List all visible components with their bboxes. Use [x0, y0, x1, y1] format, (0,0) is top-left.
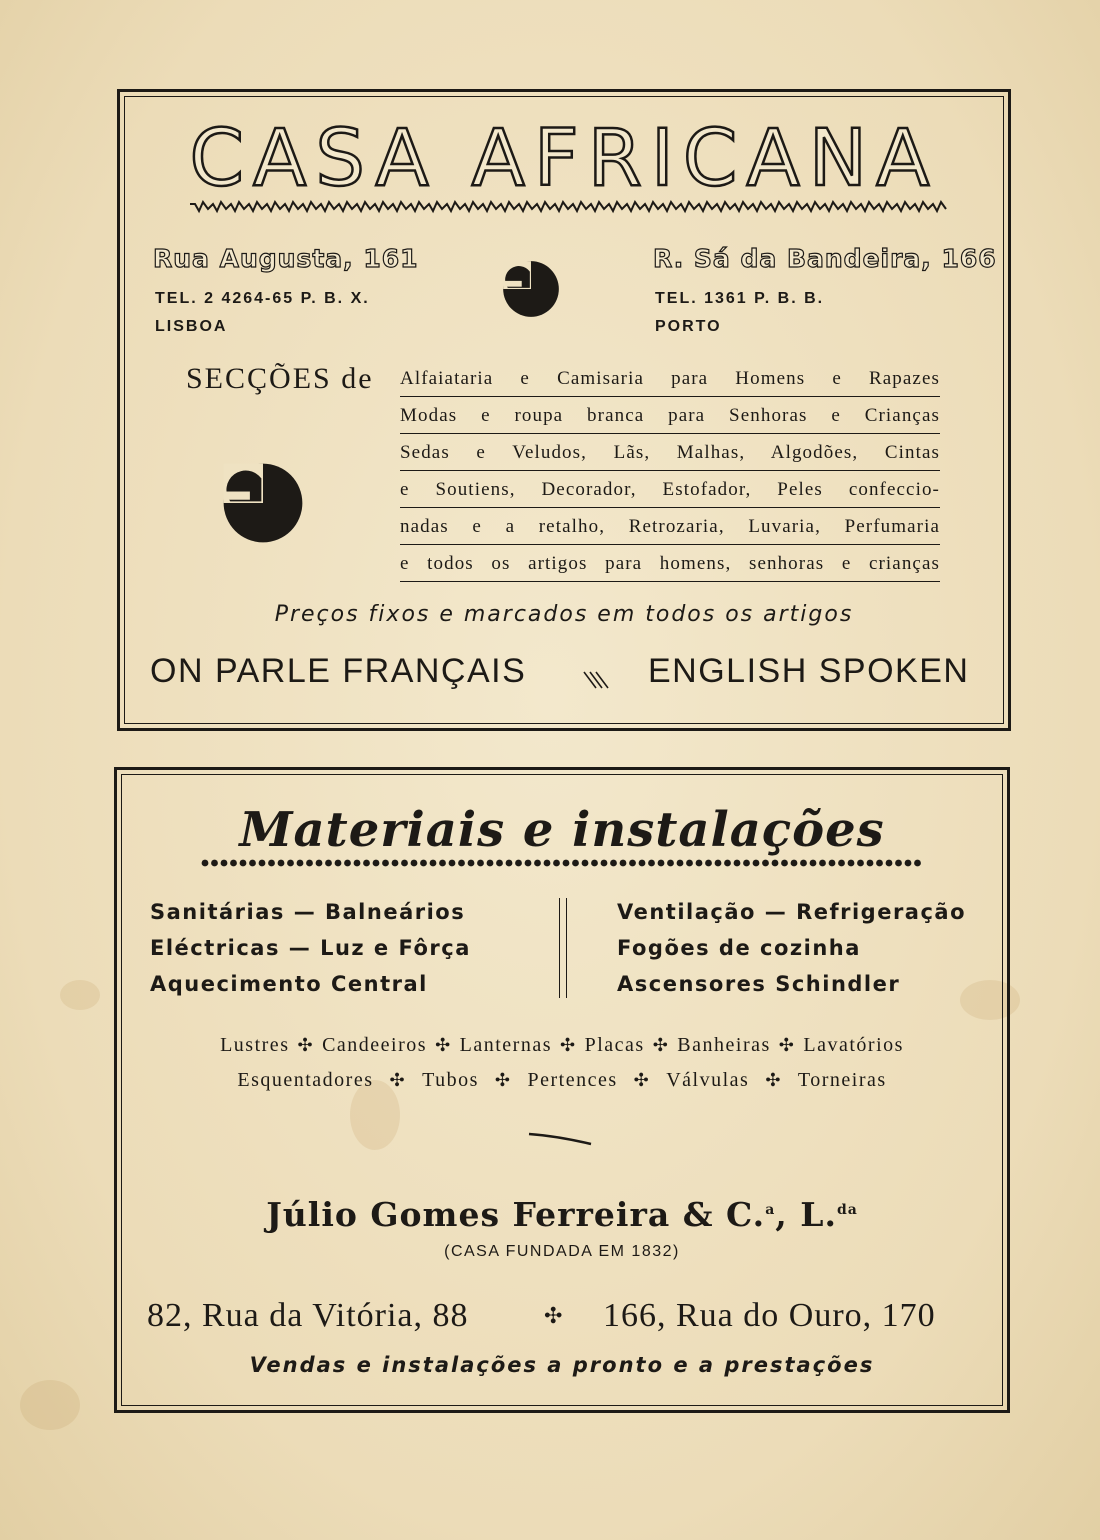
section-line: Modas e roupa branca para Senhoras e Crianças: [400, 399, 940, 434]
divider-dot: [297, 860, 304, 867]
service-item: Eléctricas — Luz e Fôrça: [150, 936, 471, 960]
divider-dot: [458, 860, 465, 867]
divider-dot: [886, 860, 893, 867]
section-line: Sedas e Veludos, Lãs, Malhas, Algodões, Cintas: [400, 436, 940, 471]
ornament-icon: ✣: [765, 1070, 782, 1090]
product-item: Válvulas: [666, 1069, 750, 1091]
product-item: Lustres: [220, 1034, 290, 1056]
divider-dot: [876, 860, 883, 867]
divider-dot: [316, 860, 323, 867]
address-ouro: 166, Rua do Ouro, 170: [603, 1297, 936, 1334]
divider-dot: [496, 860, 503, 867]
divider-dot: [848, 860, 855, 867]
zigzag-divider: [190, 200, 950, 214]
paper-stain: [60, 980, 100, 1010]
divider-dot: [240, 860, 247, 867]
divider-dot: [306, 860, 313, 867]
flourish-divider: [527, 1130, 597, 1150]
product-item: Pertences: [527, 1069, 618, 1091]
divider-dot: [534, 860, 541, 867]
column-divider: [559, 898, 567, 998]
section-line: Alfaiataria e Camisaria para Homens e Rapazes: [400, 362, 940, 397]
divider-dot: [639, 860, 646, 867]
divider-dot: [249, 860, 256, 867]
divider-dot: [696, 860, 703, 867]
divider-dot: [743, 860, 750, 867]
product-item: Banheiras: [677, 1034, 771, 1056]
divider-dot: [553, 860, 560, 867]
divider-dot: [278, 860, 285, 867]
divider-dot: [468, 860, 475, 867]
divider-dot: [287, 860, 294, 867]
divider-dot: [411, 860, 418, 867]
divider-dot: [715, 860, 722, 867]
ornament-icon: ✣: [435, 1035, 452, 1055]
french-spoken: ON PARLE FRANÇAIS: [150, 652, 527, 690]
product-item: Candeeiros: [322, 1034, 428, 1056]
divider-dot: [344, 860, 351, 867]
divider-dot: [591, 860, 598, 867]
service-item: Ventilação — Refrigeração: [617, 900, 967, 924]
divider-dot: [544, 860, 551, 867]
divider-dot: [515, 860, 522, 867]
divider-dot: [620, 860, 627, 867]
lisboa-phone: TEL. 2 4264-65 P. B. X.: [155, 290, 370, 307]
ornament-icon: ✣: [778, 1035, 796, 1055]
english-spoken: ENGLISH SPOKEN: [648, 652, 970, 690]
ornament-icon: ✣: [389, 1070, 407, 1090]
sections-label: SECÇÕES de: [186, 362, 374, 395]
section-line: e todos os artigos para homens, senhoras e crianças: [400, 547, 940, 582]
sales-terms: Vendas e instalações a pronto e a prestações: [249, 1353, 875, 1377]
divider-dot: [905, 860, 912, 867]
lisboa-city: LISBOA: [155, 318, 228, 335]
divider-dot: [895, 860, 902, 867]
divider-dot: [211, 860, 218, 867]
divider-dot: [705, 860, 712, 867]
service-item: Sanitárias — Balneários: [150, 900, 466, 924]
service-item: Aquecimento Central: [150, 972, 428, 996]
product-item: Placas: [584, 1034, 645, 1056]
product-item: Torneiras: [797, 1069, 887, 1091]
product-item: Lavatórios: [803, 1034, 904, 1056]
divider-dot: [582, 860, 589, 867]
product-item: Esquentadores: [237, 1069, 374, 1091]
divider-dot: [325, 860, 332, 867]
fixed-prices-note: Preços fixos e marcados em todos os artigos: [274, 602, 854, 627]
divider-dot: [354, 860, 361, 867]
section-line: e Soutiens, Decorador, Estofador, Peles confeccio-: [400, 473, 940, 508]
divider-dot: [268, 860, 275, 867]
divider-dot: [753, 860, 760, 867]
lisboa-street: Rua Augusta, 161: [153, 244, 419, 273]
divider-dot: [335, 860, 342, 867]
divider-dot: [230, 860, 237, 867]
casa-africana-ad: [117, 89, 1011, 731]
materiais-title: Materiais e instalações: [239, 802, 885, 858]
divider-dot: [829, 860, 836, 867]
divider-dot: [734, 860, 741, 867]
divider-dot: [221, 860, 228, 867]
divider-dot: [800, 860, 807, 867]
dotted-divider: [201, 858, 921, 868]
divider-dot: [629, 860, 636, 867]
materiais-ad: [114, 767, 1010, 1413]
casa-africana-title: CASA AFRICANA: [189, 114, 939, 204]
ornament-icon: ✣: [560, 1035, 577, 1055]
hatch-divider-icon: [582, 670, 614, 690]
porto-city: PORTO: [655, 318, 722, 335]
ornament-icon: ✣: [494, 1070, 512, 1090]
divider-dot: [762, 860, 769, 867]
divider-dot: [430, 860, 437, 867]
ornament-icon: ✣: [633, 1070, 651, 1090]
divider-dot: [382, 860, 389, 867]
divider-dot: [838, 860, 845, 867]
divider-dot: [867, 860, 874, 867]
ornament-icon: ✣: [544, 1303, 563, 1328]
products-row-2: [117, 1069, 1007, 1092]
founded-note: (CASA FUNDADA EM 1832): [444, 1243, 680, 1260]
divider-dot: [525, 860, 532, 867]
divider-dot: [601, 860, 608, 867]
divider-dot: [420, 860, 427, 867]
services-left: [150, 894, 471, 1002]
divider-dot: [667, 860, 674, 867]
divider-dot: [724, 860, 731, 867]
divider-dot: [439, 860, 446, 867]
divider-dot: [373, 860, 380, 867]
porto-street: R. Sá da Bandeira, 166: [653, 244, 997, 273]
product-item: Tubos: [422, 1069, 479, 1091]
divider-dot: [791, 860, 798, 867]
divider-dot: [572, 860, 579, 867]
sections-list: [400, 362, 940, 584]
divider-dot: [914, 860, 921, 867]
address-vitoria: 82, Rua da Vitória, 88: [147, 1297, 469, 1334]
company-name: Júlio Gomes Ferreira & C.$^a$, L.$^{da}$: [266, 1195, 858, 1234]
divider-dot: [781, 860, 788, 867]
service-item: Ascensores Schindler: [617, 972, 901, 996]
casa-africana-logo-icon: [502, 260, 560, 318]
section-line: nadas e a retalho, Retrozaria, Luvaria, Perfumaria: [400, 510, 940, 545]
divider-dot: [401, 860, 408, 867]
divider-dot: [487, 860, 494, 867]
divider-dot: [392, 860, 399, 867]
ornament-icon: ✣: [297, 1035, 315, 1055]
divider-dot: [810, 860, 817, 867]
products-row-1: [117, 1034, 1007, 1057]
service-item: Fogões de cozinha: [617, 936, 861, 960]
divider-dot: [477, 860, 484, 867]
divider-dot: [857, 860, 864, 867]
divider-dot: [772, 860, 779, 867]
divider-dot: [202, 860, 209, 867]
divider-dot: [563, 860, 570, 867]
divider-dot: [449, 860, 456, 867]
divider-dot: [686, 860, 693, 867]
divider-dot: [259, 860, 266, 867]
casa-africana-logo-icon: [222, 462, 304, 544]
product-item: Lanternas: [459, 1034, 553, 1056]
services-right: [617, 894, 966, 1002]
divider-dot: [648, 860, 655, 867]
divider-dot: [658, 860, 665, 867]
divider-dot: [819, 860, 826, 867]
ornament-icon: ✣: [652, 1035, 670, 1055]
paper-stain: [20, 1380, 80, 1430]
divider-dot: [363, 860, 370, 867]
divider-dot: [677, 860, 684, 867]
divider-dot: [506, 860, 513, 867]
porto-phone: TEL. 1361 P. B. B.: [655, 290, 825, 307]
divider-dot: [610, 860, 617, 867]
